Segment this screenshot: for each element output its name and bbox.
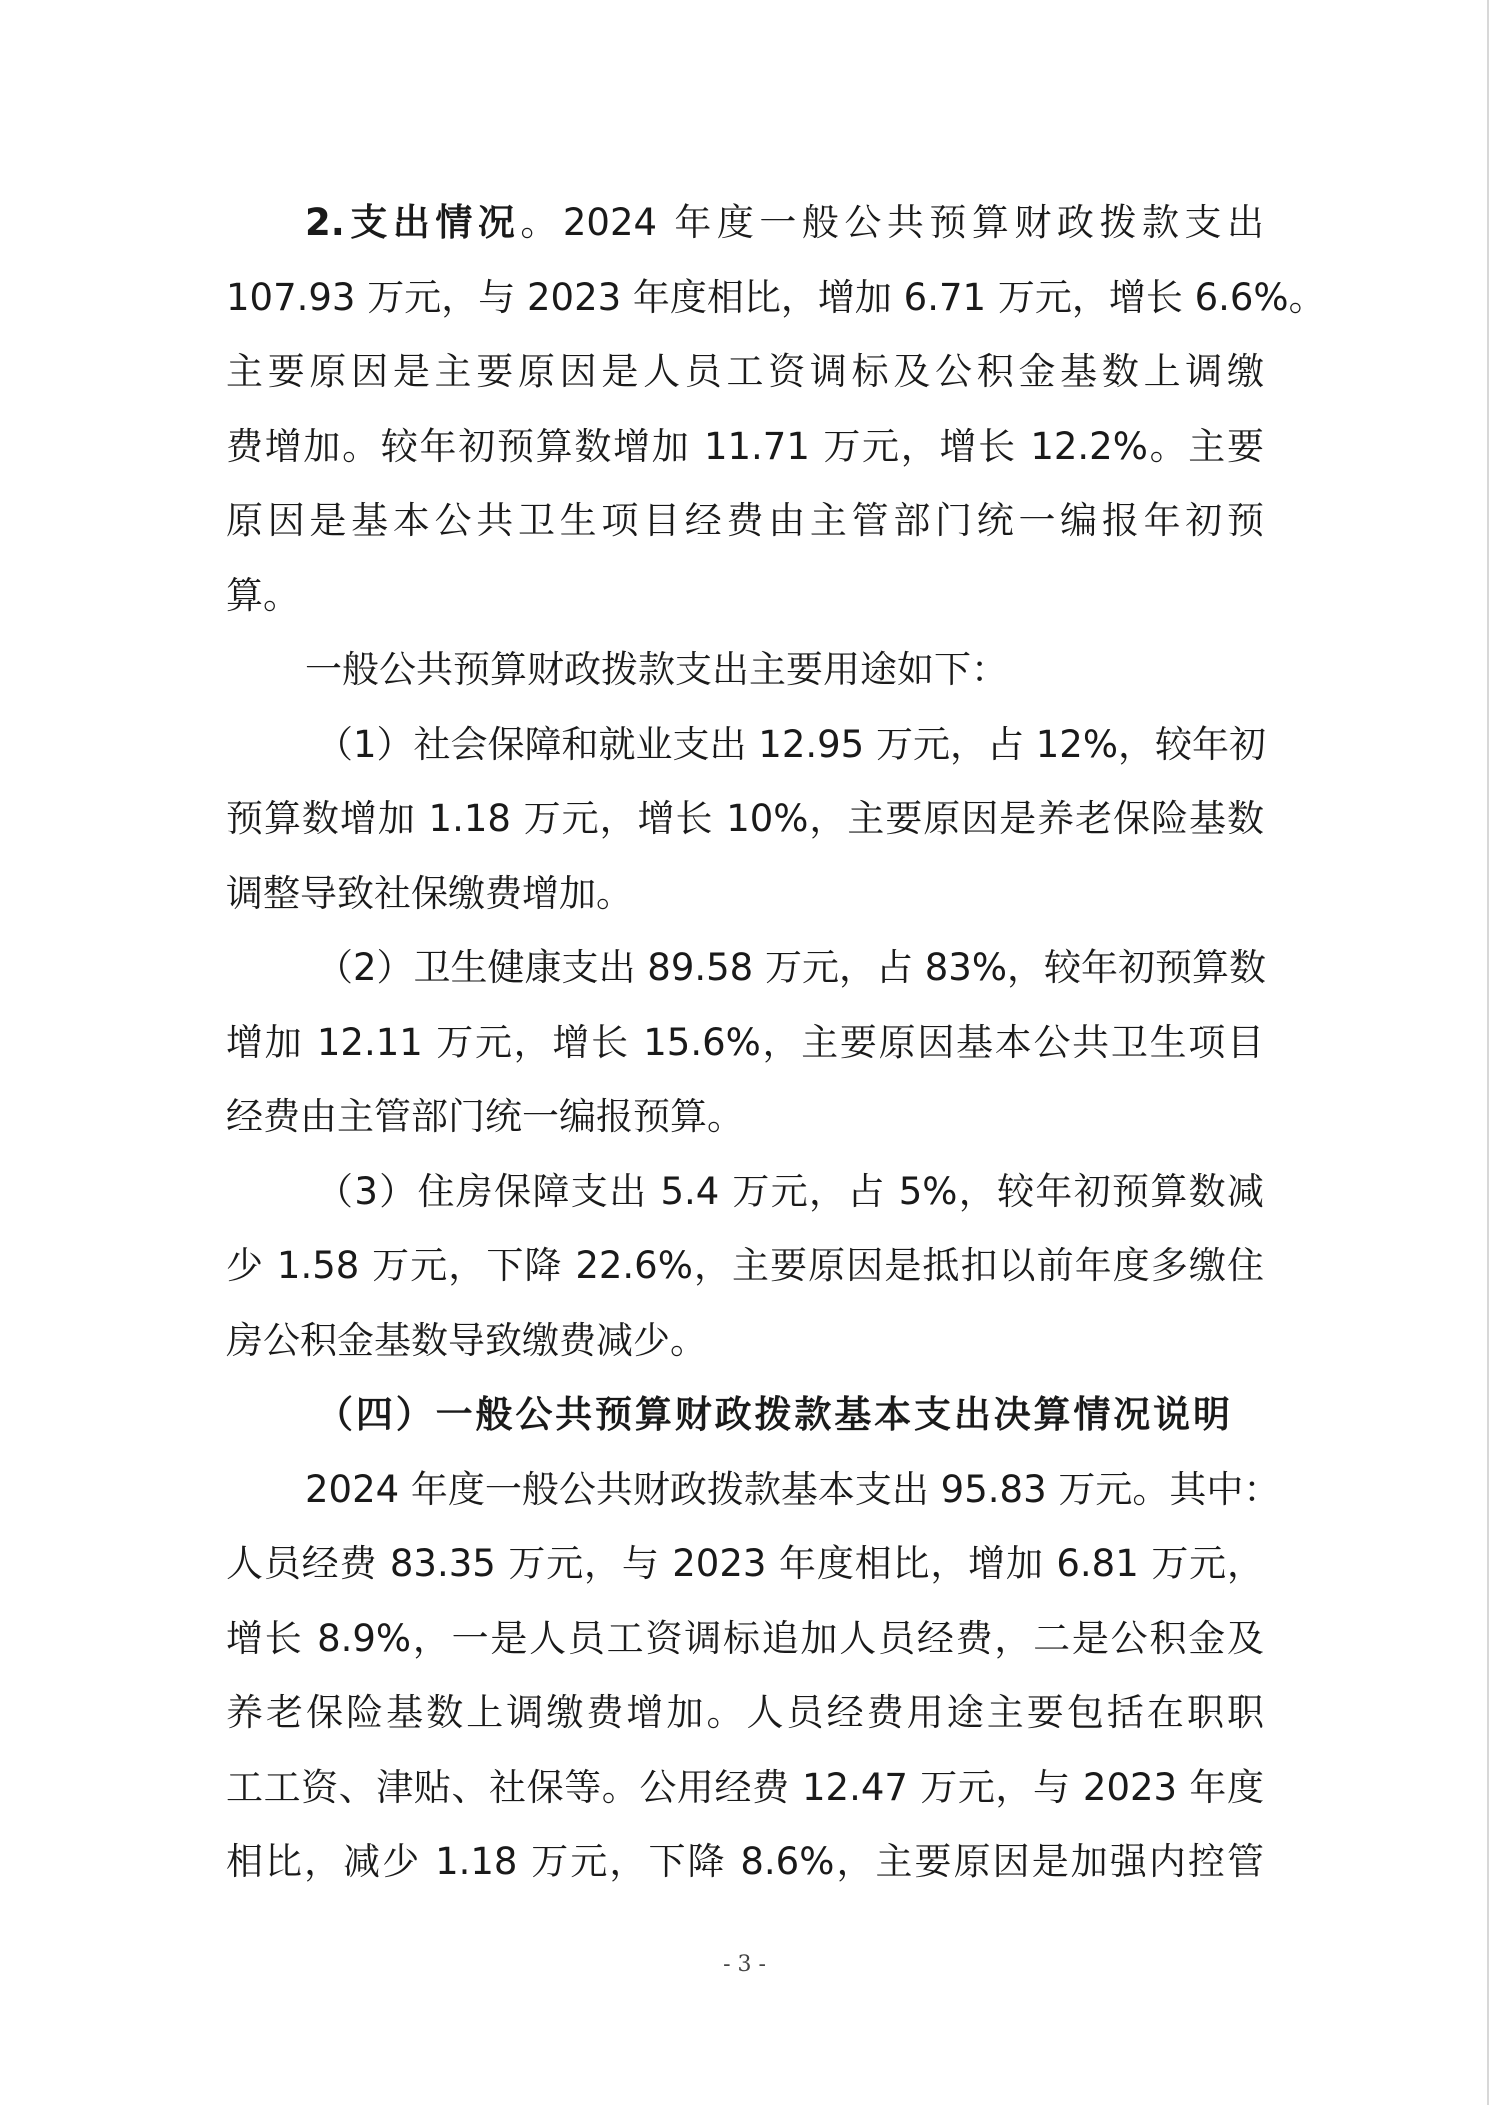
list-item-line: 经费由主管部门统一编报预算。 <box>226 1095 744 1138</box>
paragraph-line: 原因是基本公共卫生项目经费由主管部门统一编报年初预 <box>226 499 1264 542</box>
section-title: （四）一般公共预算财政拨款基本支出决算情况说明 <box>316 1393 1230 1436</box>
line-text: 。2024 年度一般公共预算财政拨款支出 <box>520 201 1264 244</box>
paragraph-line: 主要原因是主要原因是人员工资调标及公积金基数上调缴 <box>226 350 1264 393</box>
paragraph-line: 相比，减少 1.18 万元，下降 8.6%，主要原因是加强内控管 <box>226 1840 1264 1883</box>
list-item-line: 房公积金基数导致缴费减少。 <box>226 1319 707 1362</box>
page-number: - 3 - <box>723 1952 766 1977</box>
list-item-line: （3）住房保障支出 5.4 万元，占 5%，较年初预算数减 <box>316 1170 1264 1213</box>
paragraph-line: 费增加。较年初预算数增加 11.71 万元，增长 12.2%。主要 <box>226 425 1264 468</box>
section-heading: 支出情况 <box>344 201 521 244</box>
list-item-line: （2）卫生健康支出 89.58 万元，占 83%，较年初预算数 <box>316 946 1266 989</box>
paragraph-line: 107.93 万元，与 2023 年度相比，增加 6.71 万元，增长 6.6%。 <box>226 276 1326 319</box>
list-item-line: 少 1.58 万元，下降 22.6%，主要原因是抵扣以前年度多缴住 <box>226 1244 1264 1287</box>
paragraph-line: 养老保险基数上调缴费增加。人员经费用途主要包括在职职 <box>226 1691 1264 1734</box>
list-item-line: 预算数增加 1.18 万元，增长 10%，主要原因是养老保险基数 <box>226 797 1264 840</box>
paragraph-line: 增长 8.9%，一是人员工资调标追加人员经费，二是公积金及 <box>226 1617 1264 1660</box>
paragraph-line: 人员经费 83.35 万元，与 2023 年度相比，增加 6.81 万元， <box>226 1542 1264 1585</box>
list-item-line: 增加 12.11 万元，增长 15.6%，主要原因基本公共卫生项目 <box>226 1021 1264 1064</box>
list-item-line: 调整导致社保缴费增加。 <box>226 872 633 915</box>
paragraph-line: 算。 <box>226 574 300 617</box>
paragraph-line: 工工资、津贴、社保等。公用经费 12.47 万元，与 2023 年度 <box>226 1766 1264 1809</box>
paragraph-line: 一般公共预算财政拨款支出主要用途如下： <box>305 648 1008 691</box>
paragraph-line: 2024 年度一般公共财政拨款基本支出 95.83 万元。其中： <box>305 1468 1281 1511</box>
section-number: 2. <box>305 201 345 244</box>
paragraph-line <box>305 198 1264 248</box>
list-item-line: （1）社会保障和就业支出 12.95 万元，占 12%，较年初 <box>316 723 1266 766</box>
